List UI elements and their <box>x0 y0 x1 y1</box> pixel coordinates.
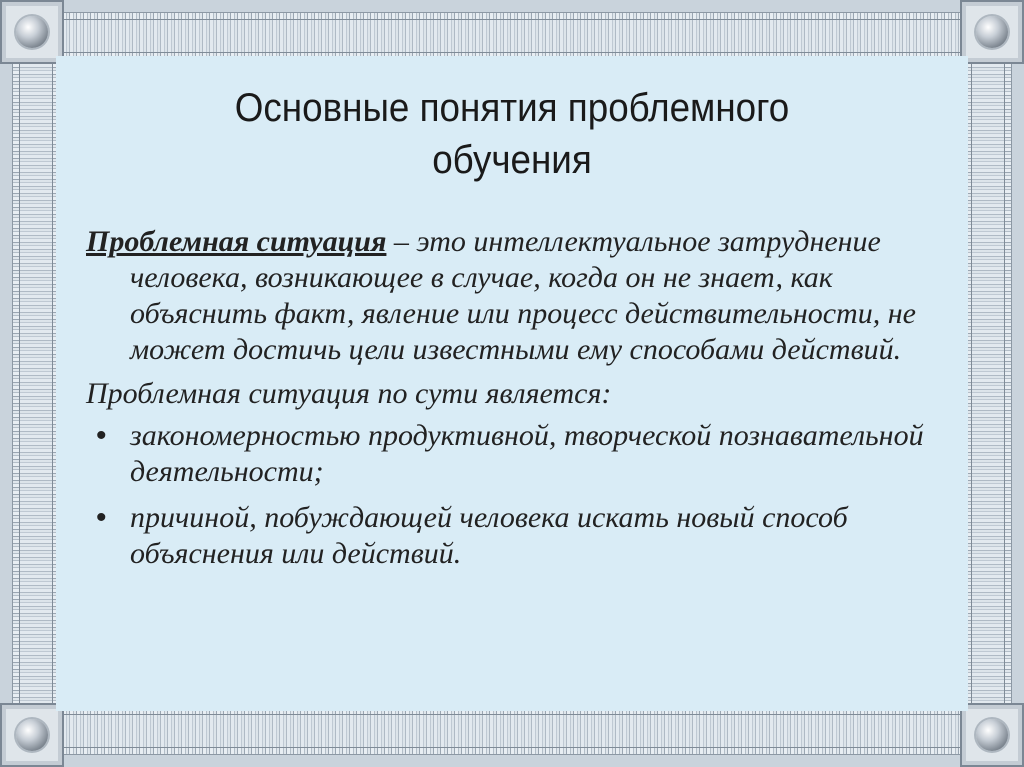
frame-right-bar <box>964 40 1012 727</box>
list-item <box>86 500 946 572</box>
rivet-icon <box>16 16 48 48</box>
definition-text: это интеллектуальное затруднение человека, возникающее в случае, когда он не знает, как объяснить факт, явление или процесс действительности, не может достичь цели известными ему способами действий. <box>130 225 916 366</box>
lead-paragraph: Проблемная ситуация по сути является: <box>86 377 612 410</box>
frame-corner-top-right <box>960 0 1024 64</box>
frame-left-bar <box>12 40 60 727</box>
frame-corner-bottom-left <box>0 703 64 767</box>
frame-bottom-bar <box>40 707 984 755</box>
slide-title <box>92 82 931 186</box>
rivet-icon <box>976 719 1008 751</box>
frame-corner-top-left <box>0 0 64 64</box>
frame-top-bar <box>40 12 984 60</box>
list-item <box>86 418 946 490</box>
definition-paragraph <box>86 224 946 368</box>
bullet-icon: • <box>96 419 107 452</box>
rivet-icon <box>976 16 1008 48</box>
bullet-list <box>86 418 946 572</box>
definition-term: Проблемная ситуация <box>86 225 387 258</box>
frame-corner-bottom-right <box>960 703 1024 767</box>
slide-body <box>86 224 946 582</box>
slide-panel <box>56 56 968 711</box>
bullet-text: причиной, побуждающей человека искать новый способ объяснения или действий. <box>130 501 848 570</box>
bullet-text: закономерностью продуктивной, творческой познавательной деятельности; <box>130 419 924 488</box>
definition-dash: – <box>386 225 417 258</box>
slide-title-line-2: обучения <box>432 138 592 182</box>
bullet-icon: • <box>96 501 107 534</box>
slide-title-line-1: Основные понятия проблемного <box>234 86 790 130</box>
rivet-icon <box>16 719 48 751</box>
